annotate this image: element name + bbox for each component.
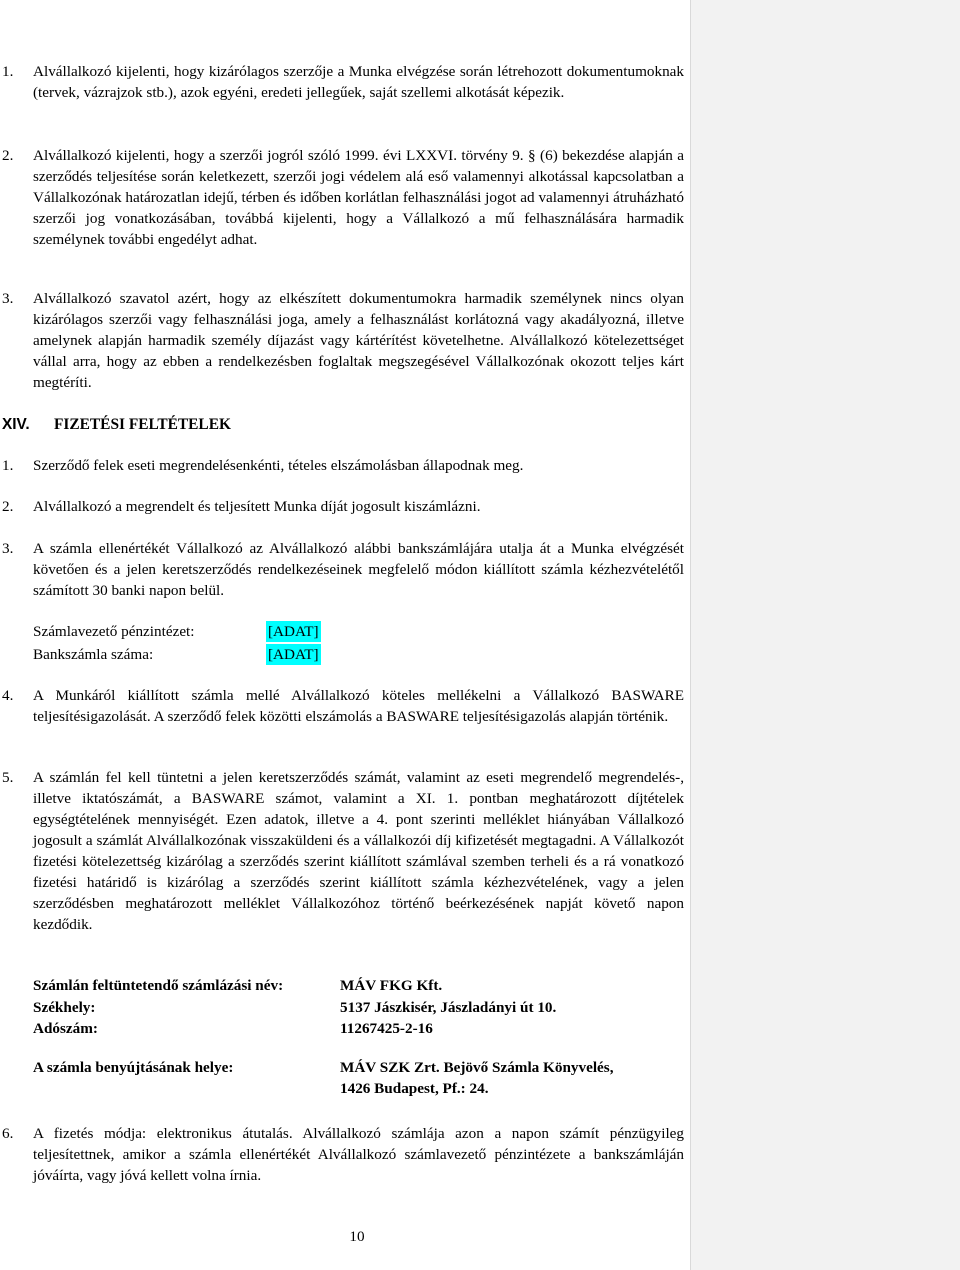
paragraph-number: 1. [2,63,14,80]
invoice-seat-value: 5137 Jászkisér, Jászladányi út 10. [340,998,557,1016]
section-title: FIZETÉSI FELTÉTELEK [54,416,231,433]
paragraph-number: 5. [2,769,14,786]
invoice-submit-row [33,1057,683,1079]
paragraph-number: 6. [2,1125,14,1142]
paragraph-text: A Munkáról kiállított számla mellé Alvállalkozó köteles mellékelni a Vállalkozó BASWARE teljesítésigazolását. A szerződő felek közötti elszámolás a BASWARE teljesítésigazolás alapján történik. [33,687,684,725]
invoice-tax-label: Adószám: [33,1020,98,1037]
bank-institution-label: Számlavezető pénzintézet: [33,623,195,640]
section-number: XIV. [2,416,30,433]
invoice-spacer [33,1040,683,1057]
paragraph-text: Alvállalkozó kijelenti, hogy a szerzői jogról szóló 1999. évi LXXVI. törvény 9. § (6) bekezdése alapján a szerződés teljesítése során keletkezett, szerzői jogi védelem alá eső valamennyi alkotással kapcsolatban a Vállalkozónak határozatlan idejű, térben és időben korlátlan felhasználási jogot ad valamennyi átruházható szerzői jog vonatkozásában, továbbá kijelenti, hogy a Vállalkozó a mű felhasználására harmadik személynek további engedélyt adhat. [33,147,684,248]
paragraph-text: Alvállalkozó a megrendelt és teljesített Munka díját jogosult kiszámlázni. [33,498,481,515]
invoice-name-value: MÁV FKG Kft. [340,977,443,994]
paragraph-number: 1. [2,457,14,474]
comments-margin-pane [690,0,960,1270]
paragraph-number: 3. [2,540,14,557]
section-heading [2,414,231,435]
paragraph-text: A számla ellenértékét Vállalkozó az Alvállalkozó alábbi bankszámlájára utalja át a Munka elvégzését követően és a jelen keretszerződés rendelkezéseinek megfelelő módon kiállított számla kézhezvételétől számított 30 banki napon belül. [33,540,684,599]
paragraph-number: 2. [2,147,14,164]
bank-institution-value: [ADAT] [268,623,319,640]
invoice-submit-row-2 [33,1078,683,1100]
invoice-name-label: Számlán feltüntetendő számlázási név: [33,977,284,994]
paragraph-number: 4. [2,687,14,704]
page-number: 10 [349,1228,365,1245]
paragraph-number: 2. [2,498,14,515]
invoice-tax-value: 11267425-2-16 [340,1020,433,1037]
invoice-tax-row [33,1018,683,1040]
invoice-seat-label: Székhely: [33,998,96,1016]
paragraph-number: 3. [2,290,14,307]
paragraph-text: Alvállalkozó szavatol azért, hogy az elkészített dokumentumokra harmadik személynek nincs olyan kizárólagos szerzői vagy felhasználási joga, amely a felhasználást korlátozná vagy akadályozná, illetve amelynek alapján harmadik személy díjazást vagy kártérítést követelhetne. Alvállalkozó kötelezettséget vállal arra, hogy az ebben a rendelkezésben foglaltak megszegésével Vállalkozónak okozott teljes kárt megtéríti. [33,290,684,391]
invoice-submit-label: A számla benyújtásának helye: [33,1058,234,1076]
invoice-submit-value-line2: 1426 Budapest, Pf.: 24. [340,1080,489,1097]
invoice-seat-row [33,997,683,1019]
invoice-name-row [33,975,683,997]
bank-account-label: Bankszámla száma: [33,646,154,663]
invoice-details [33,975,683,1100]
paragraph-text: Szerződő felek eseti megrendelésenkénti, tételes elszámolásban állapodnak meg. [33,457,524,474]
paragraph-text: A fizetés módja: elektronikus átutalás. Alvállalkozó számlája azon a napon számít pénzügyileg teljesítettnek, amikor a számla ellenértékét Alvállalkozó számlavezető pénzintézete a bankszámláján jóváírta, vagy jóvá kellett volna írnia. [33,1125,684,1184]
bank-account-value: [ADAT] [268,646,319,663]
paragraph-text: A számlán fel kell tüntetni a jelen keretszerződés számát, valamint az eseti megrendelő megrendelés-, illetve iktatószámát, a BASWARE számot, valamint a XI. 1. pontban meghatározott díjtételek egységtételének mennyiségét. Ezen adatok, illetve a 4. pont szerinti melléklet hiányában Vállalkozó jogosult a számlát Alvállalkozónak visszaküldeni és a vállalkozói díj kifizetését megtagadni. A Vállalkozót fizetési kötelezettség kizárólag a szerződés szerint kiállított számlával szemben terheli és a rá vonatkozó fizetési határidő is kizárólag a szerződés szerint kiállított számla kézhezvételének, vagy a jelen szerződésben meghatározott melléklet Vállalkozóhoz történő beérkezésének napját követő napon kezdődik. [33,769,684,933]
invoice-submit-value-line1: MÁV SZK Zrt. Bejövő Számla Könyvelés, [340,1058,614,1076]
paragraph-text: Alvállalkozó kijelenti, hogy kizárólagos szerzője a Munka elvégzése során létrehozott dokumentumoknak (tervek, vázrajzok stb.), azok egyéni, eredeti jellegűek, saját szellemi alkotását képezik. [33,63,684,101]
